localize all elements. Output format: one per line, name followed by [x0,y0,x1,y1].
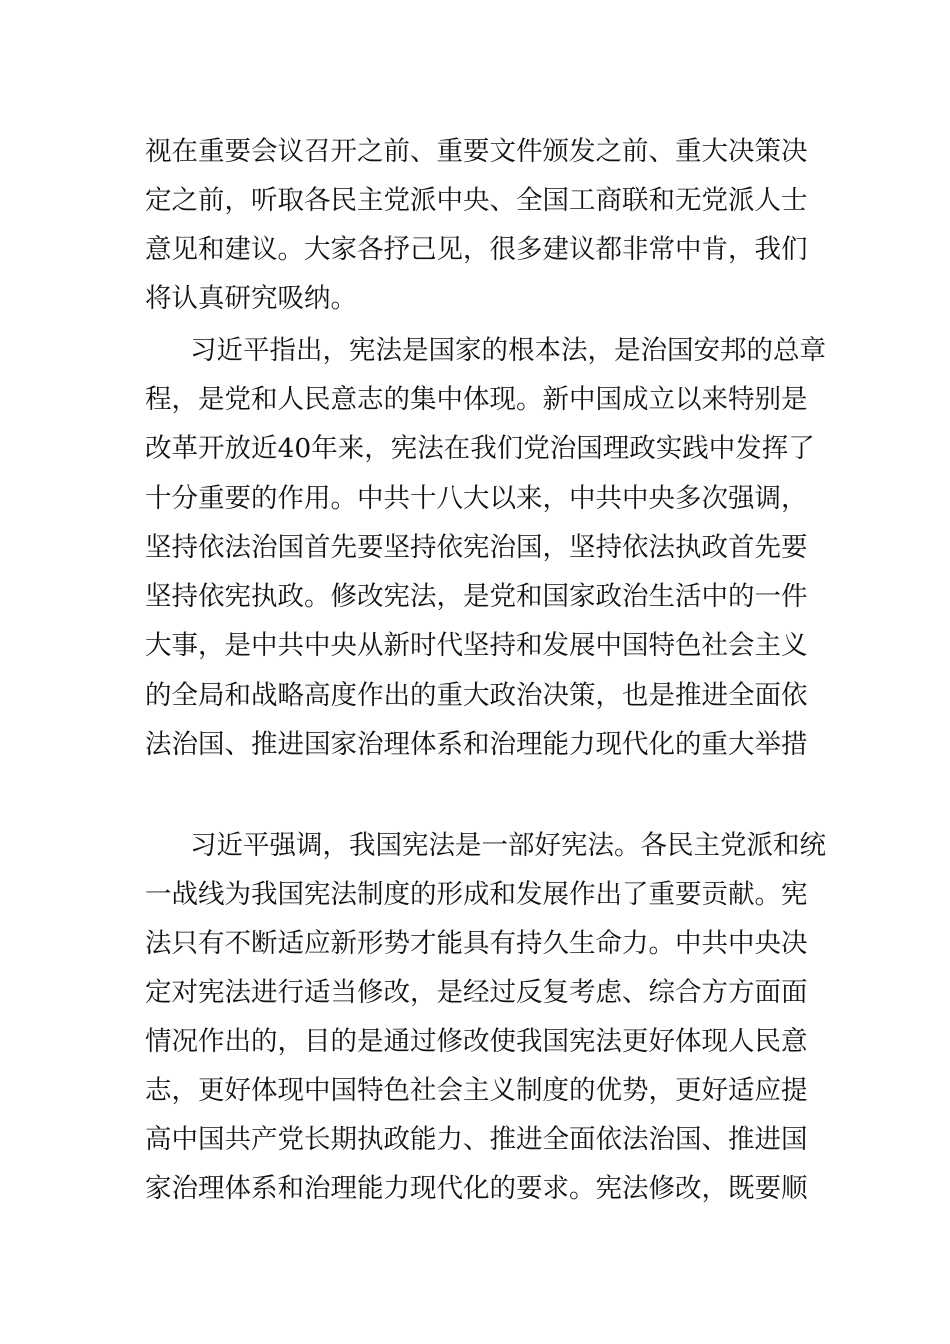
text-line: 程，是党和人民意志的集中体现。新中国成立以来特别是 [145,384,808,415]
text-line: 十分重要的作用。中共十八大以来，中共中央多次强调， [145,483,808,514]
text-line: 一战线为我国宪法制度的形成和发展作出了重要贡献。宪 [145,879,808,910]
text-line: 坚持依宪执政。修改宪法，是党和国家政治生活中的一件 [145,581,808,612]
text-line: 视在重要会议召开之前、重要文件颁发之前、重大决策决 [145,136,808,167]
text-line: 意见和建议。大家各抒己见，很多建议都非常中肯，我们 [145,234,808,265]
paragraph-first-line: 习近平指出，宪法是国家的根本法，是治国安邦的总章 [190,335,826,366]
text-line: 志，更好体现中国特色社会主义制度的优势，更好适应提 [145,1075,808,1106]
text-line: 大事，是中共中央从新时代坚持和发展中国特色社会主义 [145,630,808,661]
text-line: 情况作出的，目的是通过修改使我国宪法更好体现人民意 [145,1026,808,1057]
text-line: 法只有不断适应新形势才能具有持久生命力。中共中央决 [145,928,808,959]
text-line: 家治理体系和治理能力现代化的要求。宪法修改，既要顺 [145,1173,808,1204]
text-line: 改革开放近40年来，宪法在我们党治国理政实践中发挥了 [145,433,815,464]
paragraph-first-line: 习近平强调，我国宪法是一部好宪法。各民主党派和统 [190,830,826,861]
text-line: 坚持依法治国首先要坚持依宪治国，坚持依法执政首先要 [145,532,808,563]
text-line: 定之前，听取各民主党派中央、全国工商联和无党派人士 [145,185,808,216]
text-line: 定对宪法进行适当修改，是经过反复考虑、综合方方面面 [145,977,808,1008]
text-line: 的全局和战略高度作出的重大政治决策，也是推进全面依 [145,680,808,711]
text-line: 法治国、推进国家治理体系和治理能力现代化的重大举措 [145,729,808,760]
text-line: 高中国共产党长期执政能力、推进全面依法治国、推进国 [145,1124,808,1155]
text-line: 将认真研究吸纳。 [145,283,357,314]
